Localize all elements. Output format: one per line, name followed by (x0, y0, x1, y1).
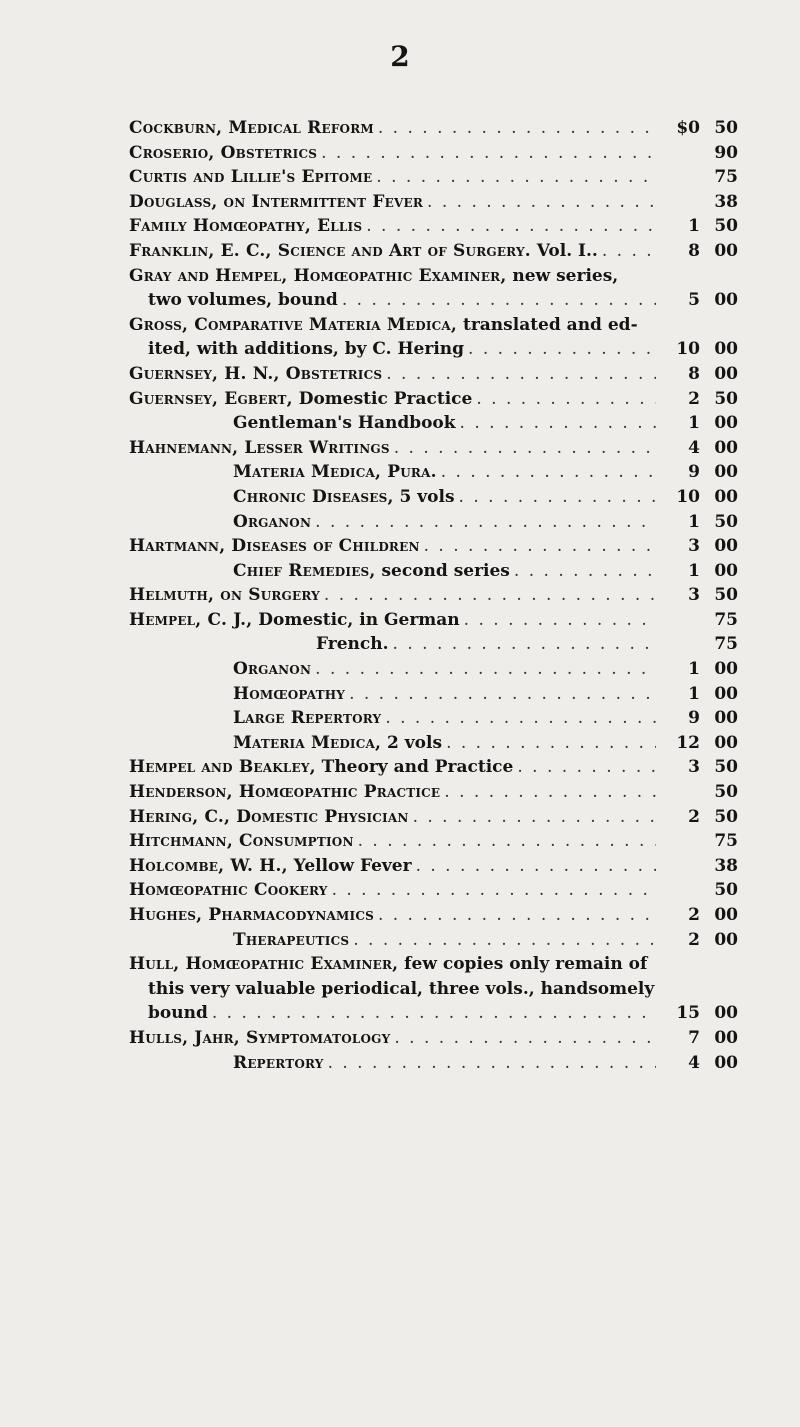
entry-description: translated and ed- (457, 314, 638, 335)
entry-author-title: Hartmann, Diseases of Children (129, 536, 420, 557)
entry-description: Yellow Fever (287, 855, 412, 876)
price-dollars: $0 (676, 118, 700, 138)
catalog-entry (129, 755, 738, 780)
catalog-entry (129, 288, 738, 313)
dot-leader (446, 731, 656, 756)
price-dollars: 1 (688, 511, 700, 532)
price-cents: 00 (714, 413, 738, 434)
dot-leader (376, 165, 656, 190)
entry-title (129, 1051, 324, 1076)
dot-leader (212, 1001, 656, 1026)
entry-title (129, 313, 738, 338)
entry-title (129, 141, 317, 166)
entry-title (129, 165, 372, 190)
entry-author-title: Materia Medica, Pura. (233, 462, 437, 483)
catalog-entry (129, 706, 738, 731)
price-cents: 75 (714, 831, 738, 852)
entry-title (129, 190, 423, 215)
catalog-entry (129, 141, 738, 166)
entry-title (129, 878, 328, 903)
entry-description: Vol. I.. (530, 240, 598, 261)
entry-title (129, 1026, 390, 1051)
price-cents: 00 (714, 708, 738, 729)
entry-title (129, 903, 374, 928)
dot-leader (602, 239, 656, 264)
entry-description: 5 vols (393, 486, 455, 507)
entry-title (129, 1001, 208, 1026)
entry-title (129, 682, 345, 707)
catalog-entry (129, 214, 738, 239)
price-cents: 00 (714, 560, 738, 581)
price-dollars: 1 (688, 413, 700, 434)
price-cents: 75 (714, 167, 738, 188)
price-dollars: 12 (676, 732, 700, 753)
dot-leader (366, 214, 656, 239)
catalog-entry (129, 1001, 738, 1026)
entry-title (129, 387, 472, 412)
entry-title (129, 854, 412, 879)
entry-title (129, 534, 420, 559)
catalog-entry (129, 510, 738, 535)
price-cents: 50 (714, 880, 738, 901)
entry-author-title: Croserio, Obstetrics (129, 142, 318, 163)
entry-author-title: Chief Remedies, (233, 560, 376, 581)
entry-author-title: Cockburn, Medical Reform (129, 118, 374, 138)
entry-author-title: Gross, Comparative Materia Medica, (129, 314, 458, 335)
dot-leader (378, 903, 656, 928)
entry-author-title: Family Homœopathy, Ellis (129, 216, 363, 237)
catalog-entry (129, 952, 738, 977)
entry-title (129, 116, 374, 141)
entry-author-title: Therapeutics (233, 929, 350, 950)
catalog-entry (129, 485, 738, 510)
entry-title (129, 485, 455, 510)
catalog-entry (129, 264, 738, 289)
entry-author-title: Guernsey, H. N., Obstetrics (129, 363, 383, 384)
price-cents: 50 (714, 511, 738, 532)
catalog-entry (129, 829, 738, 854)
entry-title (129, 337, 464, 362)
price-cents: 00 (714, 1027, 738, 1048)
catalog-entry (129, 805, 738, 830)
catalog-entry (129, 411, 738, 436)
price-dollars: 2 (688, 905, 700, 925)
price-dollars: 1 (688, 659, 700, 680)
dot-leader (413, 805, 656, 830)
catalog-entry (129, 165, 738, 190)
entry-author-title: Helmuth, on Surgery (129, 585, 320, 606)
dot-leader (315, 657, 656, 682)
catalog-entry (129, 116, 738, 141)
entry-author-title: Organon (233, 659, 312, 680)
price-cents: 00 (714, 363, 738, 384)
entry-author-title: Franklin, E. C., Science and Art of Surgery. (129, 240, 531, 261)
entry-author-title: Hitchmann, Consumption (129, 831, 354, 852)
entry-author-title: Repertory (233, 1052, 324, 1073)
dot-leader (476, 387, 656, 412)
price-cents: 00 (714, 462, 738, 483)
entry-title (129, 559, 510, 584)
entry-title (129, 755, 513, 780)
entry-description: bound (148, 1003, 208, 1024)
price-dollars: 7 (688, 1027, 700, 1048)
entry-title (129, 977, 738, 1002)
price-cents: 00 (714, 339, 738, 360)
dot-leader (459, 485, 656, 510)
catalog-entry (129, 878, 738, 903)
entry-description: two volumes, bound (148, 290, 338, 311)
catalog-entry (129, 190, 738, 215)
entry-title (129, 411, 456, 436)
catalog-entry (129, 1051, 738, 1076)
entry-title (129, 632, 389, 657)
entry-author-title: Curtis and Lillie's Epitome (129, 167, 373, 188)
dot-leader (394, 1026, 656, 1051)
dot-leader (427, 190, 656, 215)
catalog-entry (129, 657, 738, 682)
dot-leader (386, 362, 656, 387)
price-dollars: 3 (688, 585, 700, 606)
entry-title (129, 510, 311, 535)
entry-description: this very valuable periodical, three vols., handsomely (148, 978, 655, 999)
price-dollars: 2 (688, 929, 700, 950)
dot-leader (416, 854, 656, 879)
dot-leader (353, 928, 656, 953)
catalog-entry (129, 682, 738, 707)
entry-author-title: Hempel and Beakley, (129, 757, 316, 778)
price-cents: 38 (714, 855, 738, 876)
catalog-entry (129, 928, 738, 953)
dot-leader (441, 460, 656, 485)
entry-title (129, 239, 598, 264)
price-cents: 00 (714, 1052, 738, 1073)
price-dollars: 8 (688, 363, 700, 384)
dot-leader (464, 608, 656, 633)
price-dollars: 3 (688, 757, 700, 778)
entry-description: second series (375, 560, 510, 581)
price-cents: 00 (714, 683, 738, 704)
price-dollars: 5 (688, 290, 700, 311)
price-cents: 00 (714, 659, 738, 680)
price-cents: 00 (714, 536, 738, 557)
catalog-entry (129, 903, 738, 928)
catalog-entry (129, 362, 738, 387)
price-cents: 50 (714, 216, 738, 237)
catalog-entry (129, 632, 738, 657)
entry-title (129, 657, 311, 682)
entry-title (129, 608, 460, 633)
entry-title (129, 460, 437, 485)
dot-leader (321, 141, 656, 166)
price-dollars: 1 (688, 560, 700, 581)
entry-author-title: Hull, Homœopathic Examiner, (129, 954, 399, 975)
price-cents: 50 (714, 757, 738, 778)
dot-leader (394, 436, 656, 461)
entry-title (129, 829, 354, 854)
catalog-entry (129, 387, 738, 412)
price-cents: 50 (714, 806, 738, 827)
catalog-entry (129, 854, 738, 879)
entry-author-title: Gray and Hempel, Homœopathic Examiner, (129, 265, 507, 286)
dot-leader (444, 780, 656, 805)
dot-leader (517, 755, 656, 780)
dot-leader (342, 288, 656, 313)
price-dollars: 10 (676, 339, 700, 360)
catalog-entry (129, 977, 738, 1002)
price-dollars: 1 (688, 683, 700, 704)
price-dollars: 15 (676, 1003, 700, 1024)
entry-author-title: Hempel, C. J., (129, 609, 253, 630)
price-cents: 50 (714, 585, 738, 606)
entry-description: few copies only remain of (398, 954, 648, 975)
dot-leader (378, 116, 656, 141)
entry-author-title: Homœopathy (233, 683, 346, 704)
entry-author-title: Chronic Diseases, (233, 486, 394, 507)
dot-leader (358, 829, 656, 854)
entry-author-title: Hering, C., Domestic Physician (129, 806, 409, 827)
entry-title (129, 436, 390, 461)
price-dollars: 4 (688, 437, 700, 458)
dot-leader (315, 510, 656, 535)
price-cents: 50 (714, 782, 738, 803)
price-cents: 38 (714, 191, 738, 212)
price-dollars: 4 (688, 1052, 700, 1073)
dot-leader (393, 632, 656, 657)
dot-leader (514, 559, 656, 584)
catalog-entry (129, 559, 738, 584)
dot-leader (332, 878, 656, 903)
entry-description: new series, (506, 265, 619, 286)
price-cents: 00 (714, 437, 738, 458)
dot-leader (424, 534, 656, 559)
catalog-entry (129, 608, 738, 633)
price-cents: 50 (714, 118, 738, 138)
price-cents: 00 (714, 732, 738, 753)
catalog-entry (129, 313, 738, 338)
price-cents: 00 (714, 1003, 738, 1024)
catalog-entry (129, 337, 738, 362)
page-number: 2 (390, 40, 410, 73)
entry-author-title: Hahnemann, Lesser Writings (129, 437, 390, 458)
catalog-entry (129, 731, 738, 756)
dot-leader (349, 682, 656, 707)
dot-leader (385, 706, 656, 731)
dot-leader (324, 583, 656, 608)
catalog-entry (129, 436, 738, 461)
entry-title (129, 780, 440, 805)
price-cents: 90 (714, 142, 738, 163)
catalog-entry (129, 780, 738, 805)
price-dollars: 10 (676, 486, 700, 507)
price-dollars: 2 (688, 388, 700, 409)
entry-title (129, 362, 382, 387)
entry-title (129, 583, 320, 608)
catalog-entry (129, 460, 738, 485)
entry-author-title: Homœopathic Cookery (129, 880, 328, 901)
price-cents: 00 (714, 240, 738, 261)
entry-description: Theory and Practice (315, 757, 514, 778)
entry-title (129, 805, 409, 830)
price-dollars: 8 (688, 240, 700, 261)
catalog-entry (129, 583, 738, 608)
entry-author-title: Organon (233, 511, 312, 532)
entry-description: French. (316, 634, 389, 655)
price-dollars: 9 (688, 462, 700, 483)
entry-description: 2 vols (381, 732, 443, 753)
price-dollars: 1 (688, 216, 700, 237)
entry-author-title: Hughes, Pharmacodynamics (129, 905, 374, 925)
entry-author-title: Douglass, on Intermittent Fever (129, 191, 424, 212)
entry-author-title: Hulls, Jahr, Symptomatology (129, 1027, 391, 1048)
book-price-list (129, 116, 738, 1075)
price-cents: 75 (714, 609, 738, 630)
price-dollars: 9 (688, 708, 700, 729)
entry-description: Domestic, in German (252, 609, 460, 630)
price-cents: 75 (714, 634, 738, 655)
entry-title (129, 731, 442, 756)
price-dollars: 2 (688, 806, 700, 827)
catalog-entry (129, 1026, 738, 1051)
entry-title (129, 928, 349, 953)
price-cents: 00 (714, 290, 738, 311)
entry-title (129, 706, 381, 731)
price-cents: 50 (714, 388, 738, 409)
entry-title (129, 288, 338, 313)
entry-author-title: Holcombe, W. H., (129, 855, 288, 876)
entry-title (129, 214, 362, 239)
entry-description: Domestic Practice (292, 388, 473, 409)
entry-title (129, 264, 738, 289)
entry-author-title: Materia Medica, (233, 732, 382, 753)
catalog-entry (129, 534, 738, 559)
price-cents: 00 (714, 486, 738, 507)
entry-description: Gentleman's Handbook (233, 413, 456, 434)
dot-leader (460, 411, 656, 436)
entry-description: ited, with additions, by C. Hering (148, 339, 465, 360)
dot-leader (328, 1051, 656, 1076)
entry-author-title: Henderson, Homœopathic Practice (129, 782, 441, 803)
dot-leader (468, 337, 656, 362)
catalog-entry (129, 239, 738, 264)
price-cents: 00 (714, 929, 738, 950)
entry-author-title: Large Repertory (233, 708, 382, 729)
price-dollars: 3 (688, 536, 700, 557)
entry-author-title: Guernsey, Egbert, (129, 388, 293, 409)
entry-title (129, 952, 738, 977)
price-cents: 00 (714, 905, 738, 925)
